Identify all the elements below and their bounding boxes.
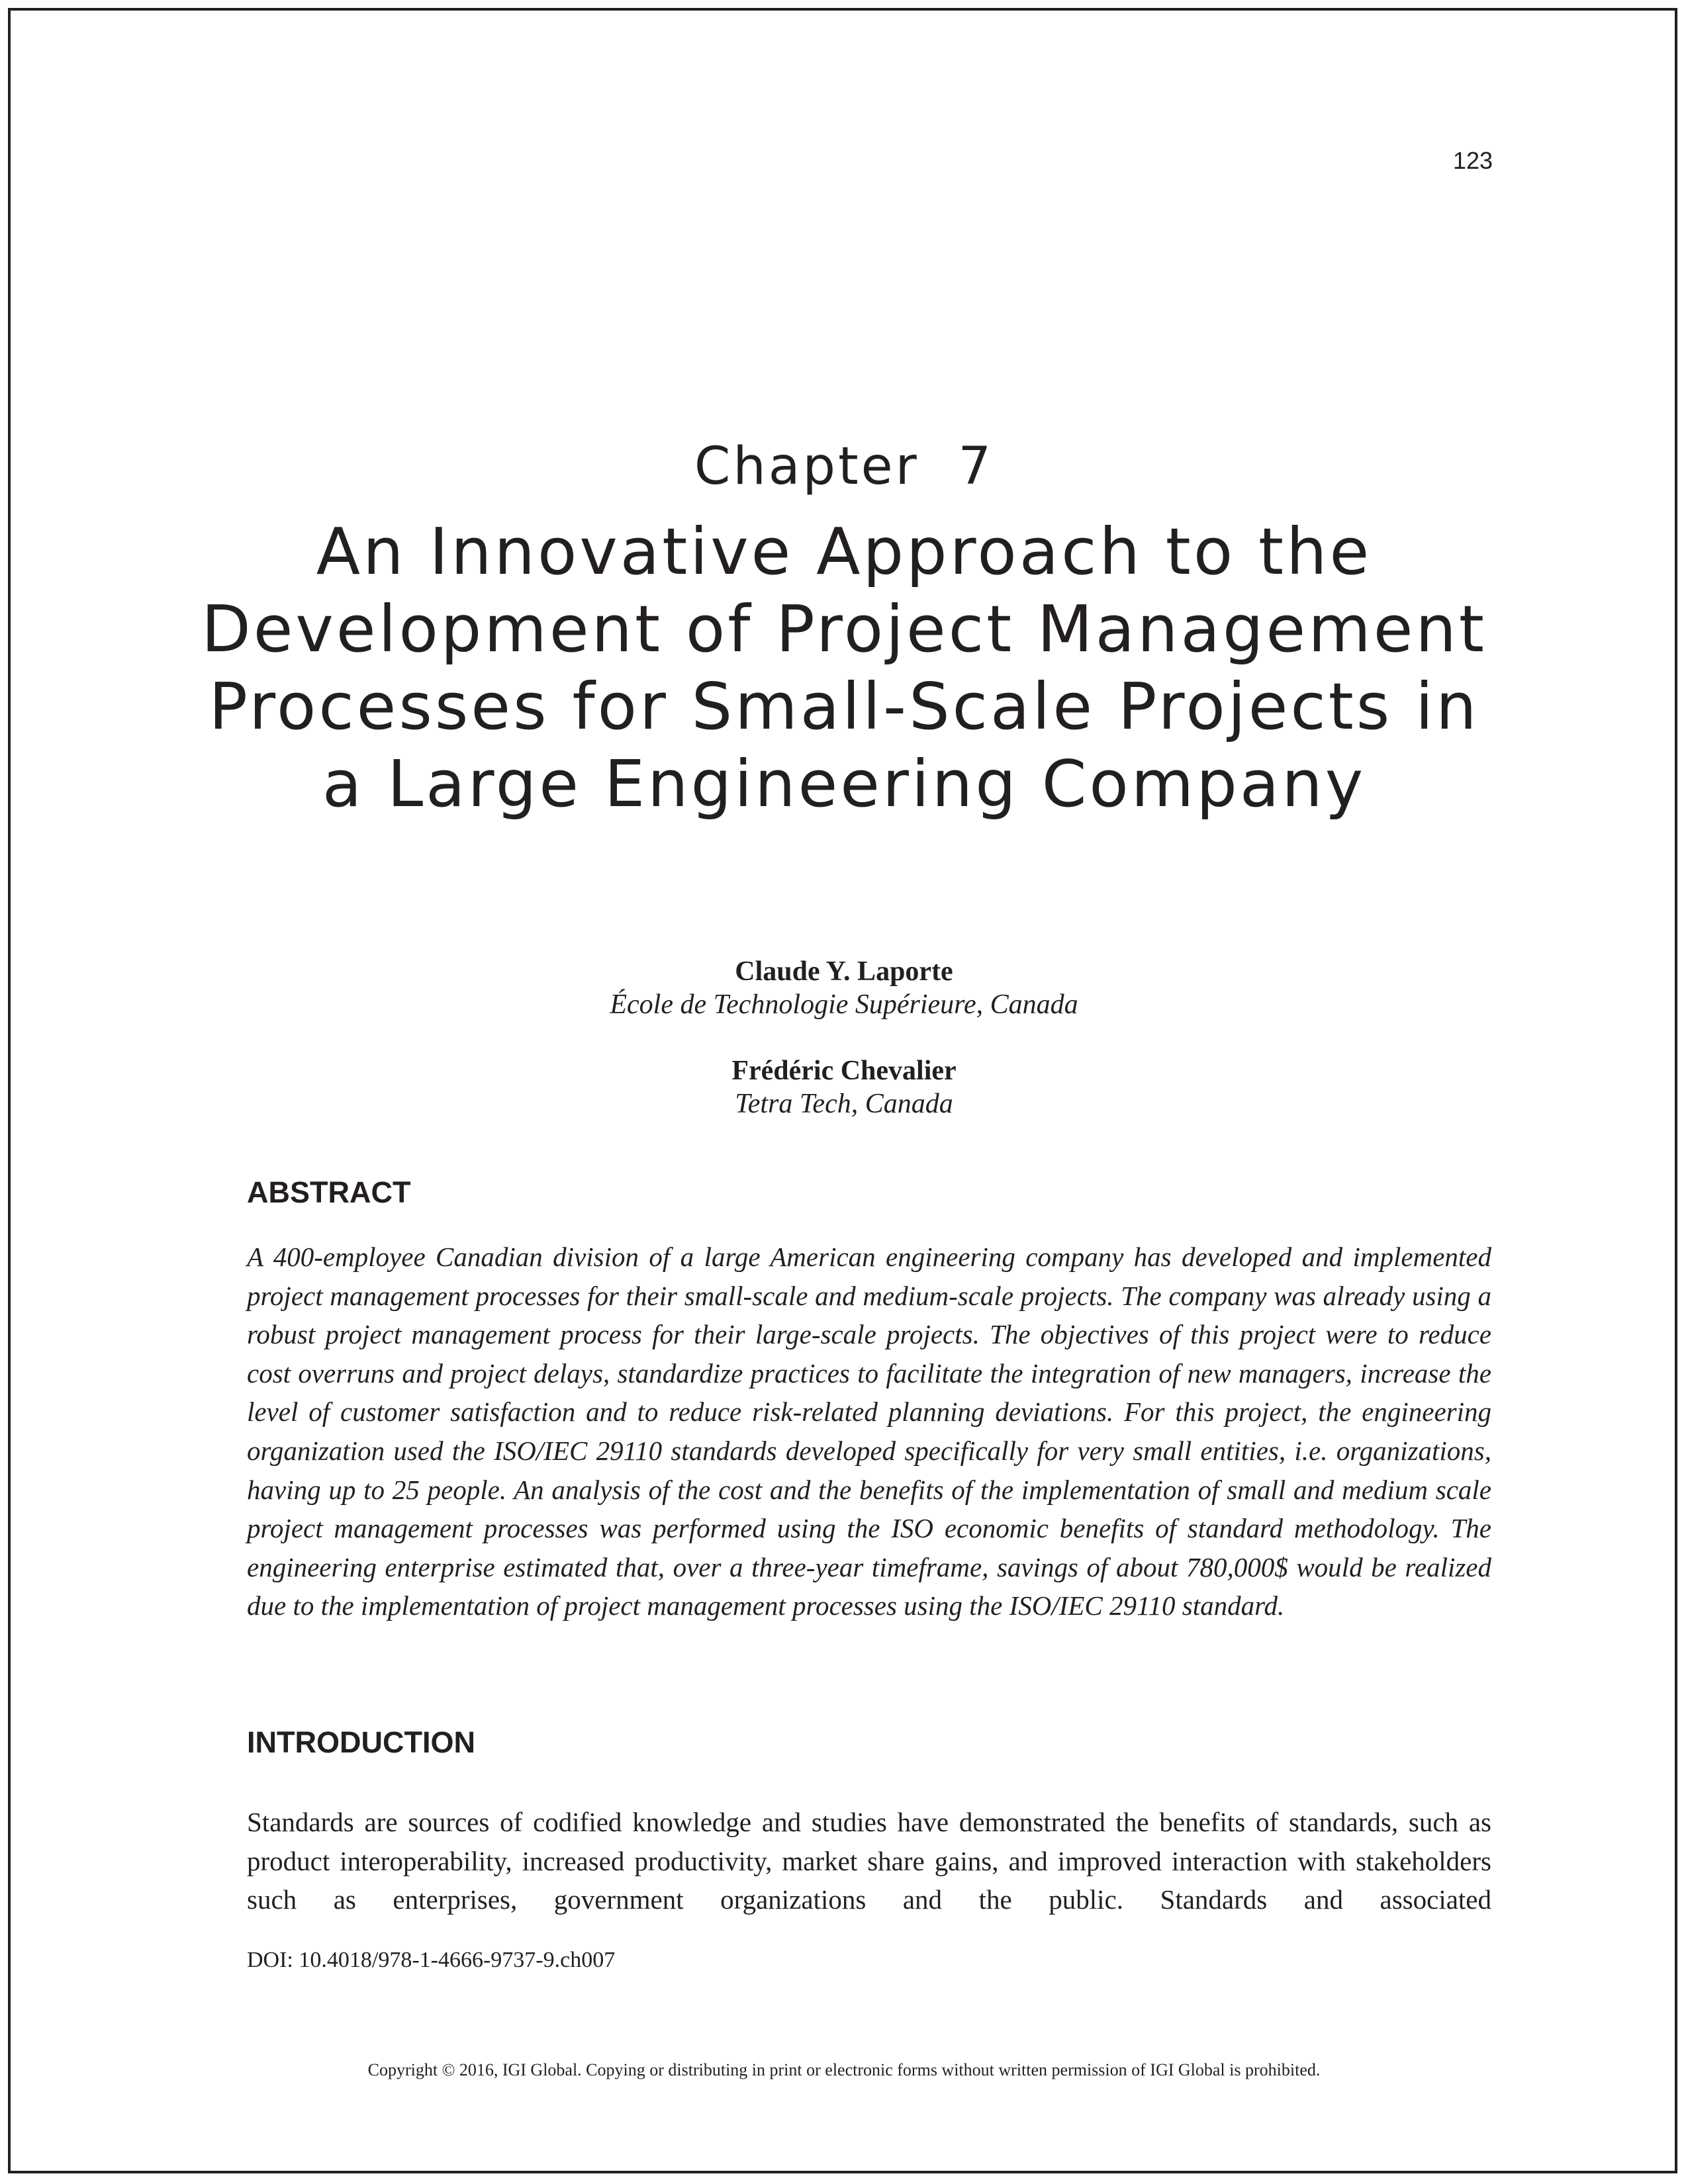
author-name: Frédéric Chevalier [731, 1056, 957, 1086]
author-block [0, 1054, 1688, 1120]
author-affiliation: École de Technologie Supérieure, Canada [610, 989, 1078, 1020]
author-affiliation: Tetra Tech, Canada [735, 1089, 953, 1119]
page-number: 123 [1452, 147, 1493, 174]
abstract-heading: ABSTRACT [247, 1175, 411, 1209]
chapter-title: An Innovative Approach to the Development of Project Management Processes for Small-Scale Projects in a Large Engineering Company [201, 514, 1487, 821]
copyright-notice: Copyright © 2016, IGI Global. Copying or distributing in print or electronic forms without written permission of IGI Global is prohibited. [367, 2060, 1321, 2079]
author-name: Claude Y. Laporte [735, 956, 953, 987]
author-block [0, 955, 1688, 1021]
abstract-text: A 400-employee Canadian division of a large American engineering company has developed and implemented project management processes for their small-scale and medium-scale projects. The company was already using a robust project management process for their large-scale projects. The objectives of this project were to reduce cost overruns and project delays, standardize practices to facilitate the integration of new managers, increase the level of customer satisfaction and to reduce risk-related planning deviations. For this project, the engineering organization used the ISO/IEC 29110 standards developed specifically for very small entities, i.e. organizations, having up to 25 people. An analysis of the cost and the benefits of the implementation of small and medium scale project management processes was performed using the ISO economic benefits of standard methodology. The engineering enterprise estimated that, over a three-year timeframe, savings of about 780,000$ would be realized due to the implementation of project management processes using the ISO/IEC 29110 standard. [247, 1242, 1491, 1621]
introduction-heading: INTRODUCTION [247, 1725, 475, 1759]
doi: DOI: 10.4018/978-1-4666-9737-9.ch007 [247, 1948, 616, 1972]
chapter-label: Chapter 7 [694, 437, 994, 496]
introduction-text: Standards are sources of codified knowledge and studies have demonstrated the benefits of standards, such as product interoperability, increased productivity, market share gains, and improved interaction with stakeholders such as enterprises, government organizations and the public. Standards and associated [247, 1807, 1491, 1915]
